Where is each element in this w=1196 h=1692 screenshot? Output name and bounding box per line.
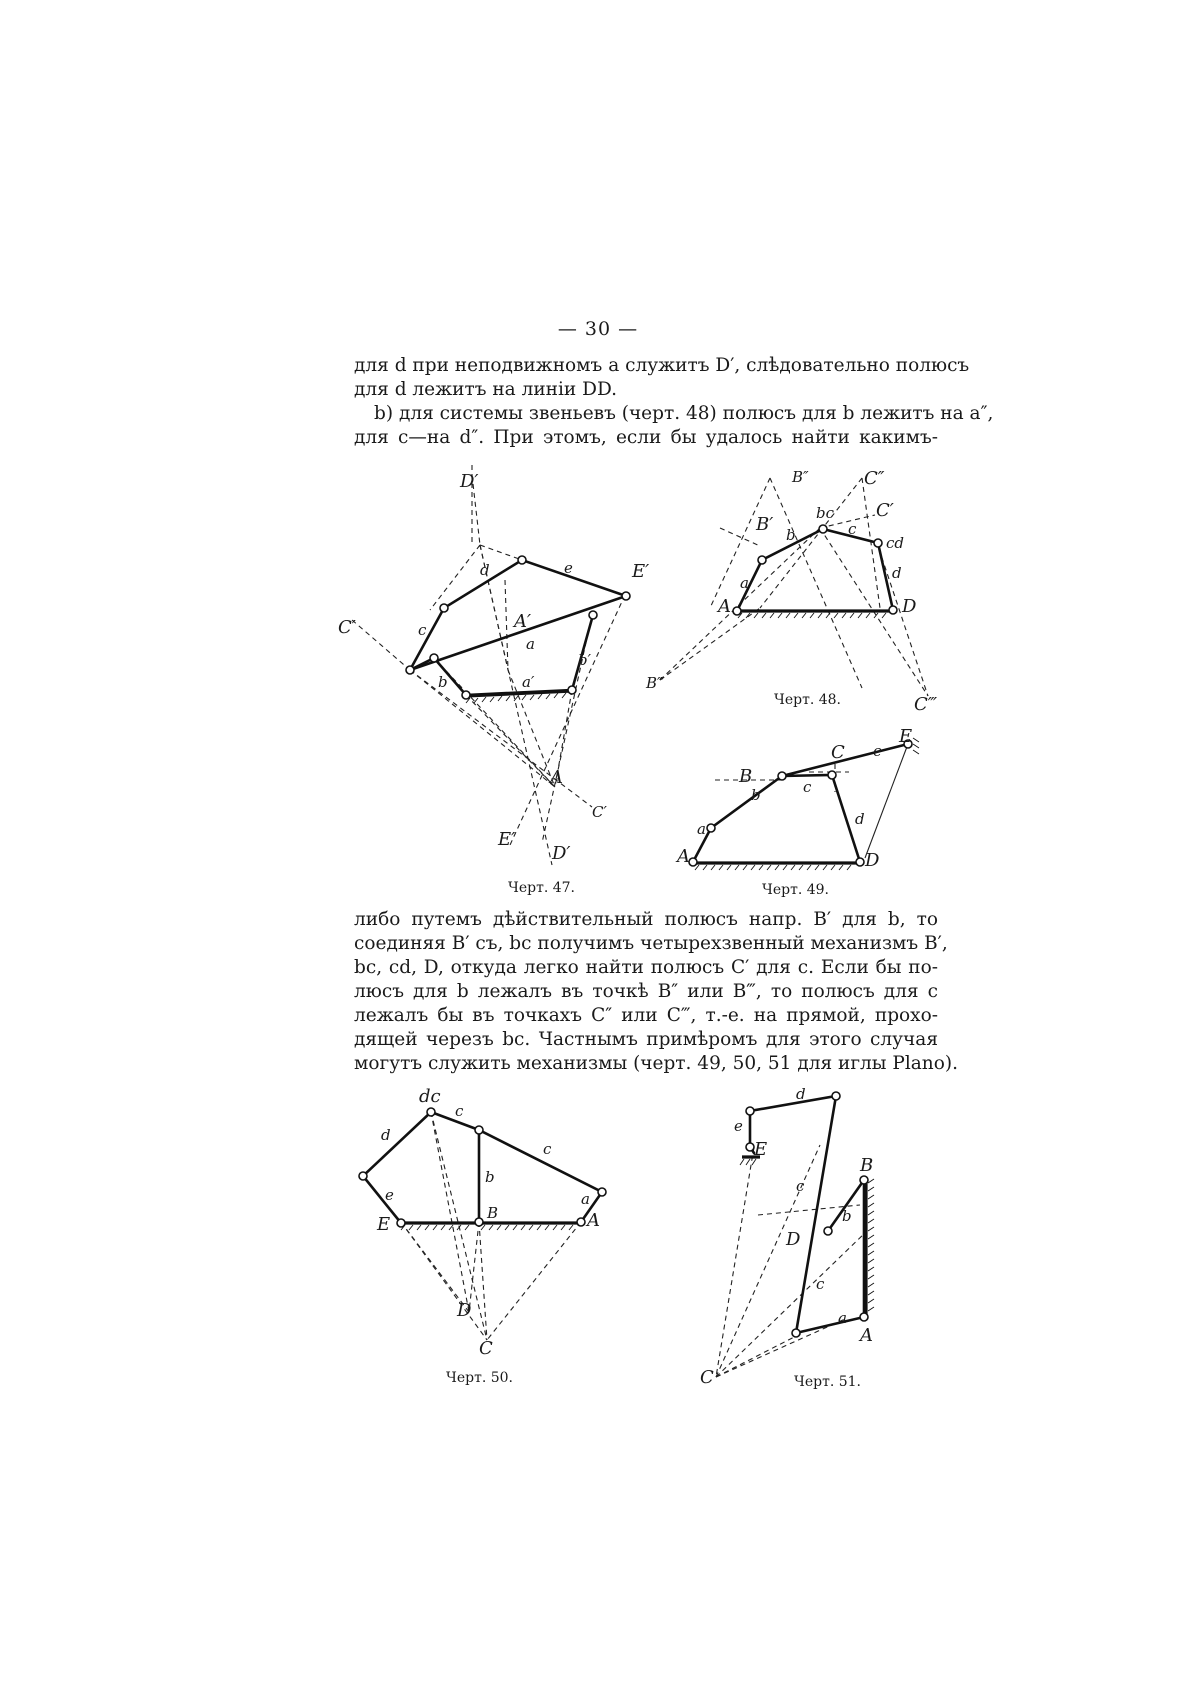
figure-48 xyxy=(646,468,950,715)
label-C: C xyxy=(700,1367,714,1388)
label-e: e xyxy=(734,1117,743,1135)
label-c: c xyxy=(848,520,857,538)
label-B: B xyxy=(739,766,753,787)
label-b: b xyxy=(438,673,448,691)
label-c-low: c xyxy=(816,1275,825,1293)
label-b: b xyxy=(485,1168,495,1186)
label-B1: B′ xyxy=(756,514,774,535)
label-e: e xyxy=(385,1186,394,1204)
caption-fig50: Черт. 50. xyxy=(446,1370,513,1386)
label-A: A xyxy=(860,1325,873,1346)
label-e: e xyxy=(564,559,573,577)
label-A: A xyxy=(718,596,731,617)
label-C: C xyxy=(831,742,845,763)
figure-50 xyxy=(345,1086,615,1360)
label-C: C xyxy=(479,1338,493,1359)
label-a: a xyxy=(697,820,706,838)
text-line: либо путемъ дѣйствительный полюсъ напр. B′ для b, то xyxy=(354,909,938,930)
label-c-mid: c xyxy=(796,1177,805,1195)
label-D: D xyxy=(865,850,880,871)
text-line: для c—на d″. При этомъ, если бы удалось найти какимъ- xyxy=(354,427,938,448)
label-E: E xyxy=(754,1139,768,1160)
label-C3: C‴ xyxy=(914,694,938,715)
figure-49 xyxy=(675,728,955,873)
text-line: b) для системы звеньевъ (черт. 48) полюсъ для b лежитъ на a″, xyxy=(374,403,994,424)
label-D: D xyxy=(786,1229,801,1250)
label-D-bottom: D′ xyxy=(552,843,571,864)
label-B: B xyxy=(860,1155,874,1176)
paragraph-top xyxy=(354,354,994,450)
label-B: B xyxy=(487,1204,499,1222)
label-dc: dc xyxy=(419,1086,441,1107)
paragraph-middle xyxy=(354,908,958,1076)
label-C2: C″ xyxy=(864,468,885,489)
figure-47 xyxy=(330,465,670,875)
label-d: d xyxy=(381,1126,391,1144)
label-D: D xyxy=(902,596,917,617)
label-d: d xyxy=(855,810,865,828)
caption-fig51: Черт. 51. xyxy=(794,1374,861,1390)
figure-48-drawing xyxy=(646,468,950,715)
text-line: для d лежитъ на линіи DD. xyxy=(354,379,618,400)
label-d: d xyxy=(892,564,902,582)
label-A: A xyxy=(677,846,690,867)
label-a: a xyxy=(740,574,749,592)
label-A: A xyxy=(587,1210,600,1231)
label-D-top: D′ xyxy=(460,471,479,492)
label-b: b xyxy=(751,786,761,804)
label-d: d xyxy=(796,1085,806,1103)
label-c-right: c xyxy=(543,1140,552,1158)
label-B3: B‴ xyxy=(646,674,665,692)
label-E: E xyxy=(899,726,913,747)
text-line: для d при неподвижномъ a служитъ D′, слѣдовательно полюсъ xyxy=(354,355,970,376)
text-line: дящей черезъ bc. Частнымъ примѣромъ для этого случая xyxy=(354,1029,938,1050)
caption-fig47: Черт. 47. xyxy=(508,880,575,896)
caption-fig48: Черт. 48. xyxy=(774,692,841,708)
label-C-bottom: C′ xyxy=(592,803,607,821)
caption-fig49: Черт. 49. xyxy=(762,882,829,898)
text-line: лежалъ бы въ точкахъ C″ или C‴, т.-е. на прямой, прохо- xyxy=(354,1005,938,1026)
label-bc: bc xyxy=(816,504,835,522)
label-D: D xyxy=(457,1300,472,1321)
page-number: — 30 — xyxy=(557,318,639,340)
label-E: E xyxy=(377,1214,391,1235)
text-line: bc, cd, D, откуда легко найти полюсъ C′ для c. Если бы по- xyxy=(354,957,938,978)
label-c: c xyxy=(803,778,812,796)
label-a: a xyxy=(581,1190,590,1208)
label-b: b xyxy=(842,1207,852,1225)
label-a: a xyxy=(526,635,535,653)
figure-47-drawing xyxy=(330,465,670,875)
label-E-right: E′ xyxy=(632,561,650,582)
figure-51-drawing xyxy=(700,1085,950,1388)
label-b: b xyxy=(786,526,796,544)
text-line: соединяя B′ съ, bc получимъ четырехзвенный механизмъ B′, xyxy=(354,933,948,954)
text-line: могутъ служить механизмы (черт. 49, 50, 51 для иглы Plano). xyxy=(354,1053,958,1074)
label-B2: B″ xyxy=(792,468,809,486)
label-c-top: c xyxy=(455,1102,464,1120)
label-E-bottom: E′ xyxy=(498,829,516,850)
label-C1: C′ xyxy=(876,500,894,521)
figure-50-drawing xyxy=(345,1086,615,1360)
label-c: c xyxy=(418,621,427,639)
text-line: люсъ для b лежалъ въ точкѣ B″ или B‴, то полюсъ для c xyxy=(354,981,938,1002)
label-a-prime: a′ xyxy=(522,673,535,691)
label-e: e xyxy=(873,742,882,760)
label-a: a xyxy=(838,1309,847,1327)
figure-49-drawing xyxy=(675,728,955,873)
label-b-prime: b′ xyxy=(578,651,592,669)
label-C-left: C′ xyxy=(338,617,356,638)
label-A-mid: A′ xyxy=(514,611,532,632)
label-cd: cd xyxy=(886,534,905,552)
label-d: d xyxy=(480,561,490,579)
figure-51 xyxy=(700,1085,950,1388)
label-A: A xyxy=(550,767,563,788)
